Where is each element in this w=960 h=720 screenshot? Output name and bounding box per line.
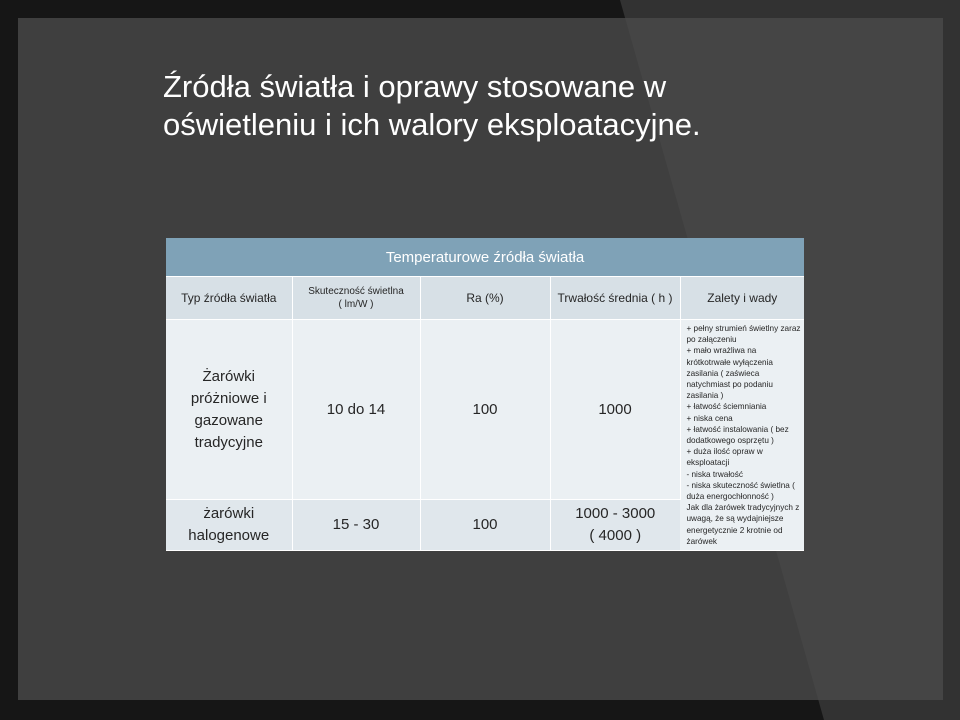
note-line: + pełny strumień świetlny zaraz (686, 324, 801, 333)
row-2-efficacy: 15 - 30 (292, 500, 420, 551)
note-line: + łatwość instalowania ( bez (686, 424, 789, 434)
note-line: energetycznie 2 krotnie od (686, 525, 783, 535)
table-header-row (166, 238, 804, 277)
row-1-ra: 100 (420, 320, 550, 500)
note-line: - niska skuteczność świetlna ( (686, 480, 795, 490)
note-line: krótkotrwałe wyłączenia (686, 357, 773, 367)
row-2-type (166, 500, 292, 551)
column-header-lifetime: Trwałość średnia ( h ) (550, 277, 680, 320)
row-2-lifetime-line-1: 1000 - 3000 (575, 505, 656, 523)
row-2-lifetime (550, 500, 680, 551)
column-header-efficacy (292, 277, 420, 320)
pros-cons-notes (680, 320, 804, 551)
column-header-type: Typ źródła światła (166, 277, 292, 320)
note-line: Jak dla żarówek tradycyjnych z (686, 503, 800, 513)
row-2-lifetime-line-2: ( 4000 ) (589, 527, 642, 545)
column-header-efficacy-line-2: ( lm/W ) (338, 299, 374, 310)
column-headers-row (166, 277, 804, 320)
note-line: + niska cena (686, 413, 733, 423)
note-line: natychmiast po podaniu (686, 380, 773, 390)
row-1-type-line-4: tradycyjne (194, 433, 263, 451)
note-line: + mało wrażliwa na (686, 346, 757, 356)
column-header-pros-cons: Zalety i wady (680, 277, 804, 320)
note-line: żarówek (686, 536, 717, 546)
table-row (166, 320, 804, 500)
slide-title-line-2: oświetleniu i ich walory eksploatacyjne. (163, 107, 701, 142)
note-line: dodatkowego osprzętu ) (686, 436, 774, 446)
note-line: po załączeniu (686, 335, 737, 345)
note-line: + duża ilość opraw w (686, 447, 763, 457)
table-header: Temperaturowe źródła światła (166, 238, 804, 277)
slide-title-line-1: Źródła światła i oprawy stosowane w (163, 69, 667, 104)
note-line: zasilania ( zaświeca (686, 368, 760, 378)
row-2-type-line-1: żarówki (203, 505, 255, 523)
row-1-type (166, 320, 292, 500)
row-2-type-line-2: halogenowe (188, 527, 270, 545)
row-1-type-line-3: gazowane (194, 411, 263, 429)
note-line: zasilania ) (686, 391, 724, 401)
row-1-type-line-2: próżniowe i (190, 389, 267, 407)
note-line: - niska trwałość (686, 469, 743, 479)
note-line: + łatwość ściemniania (686, 402, 767, 412)
slide-title (163, 68, 863, 144)
row-1-type-line-1: Żarówki (202, 367, 255, 385)
note-line: uwagą, że są wydajniejsze (686, 514, 784, 524)
note-line: duża energochłonność ) (686, 492, 774, 502)
column-header-ra: Ra (%) (420, 277, 550, 320)
row-1-lifetime: 1000 (550, 320, 680, 500)
row-1-efficacy: 10 do 14 (292, 320, 420, 500)
row-2-ra: 100 (420, 500, 550, 551)
column-header-efficacy-line-1: Skuteczność świetlna (308, 286, 404, 297)
light-sources-table (166, 238, 804, 551)
note-line: eksploatacji (686, 458, 730, 468)
